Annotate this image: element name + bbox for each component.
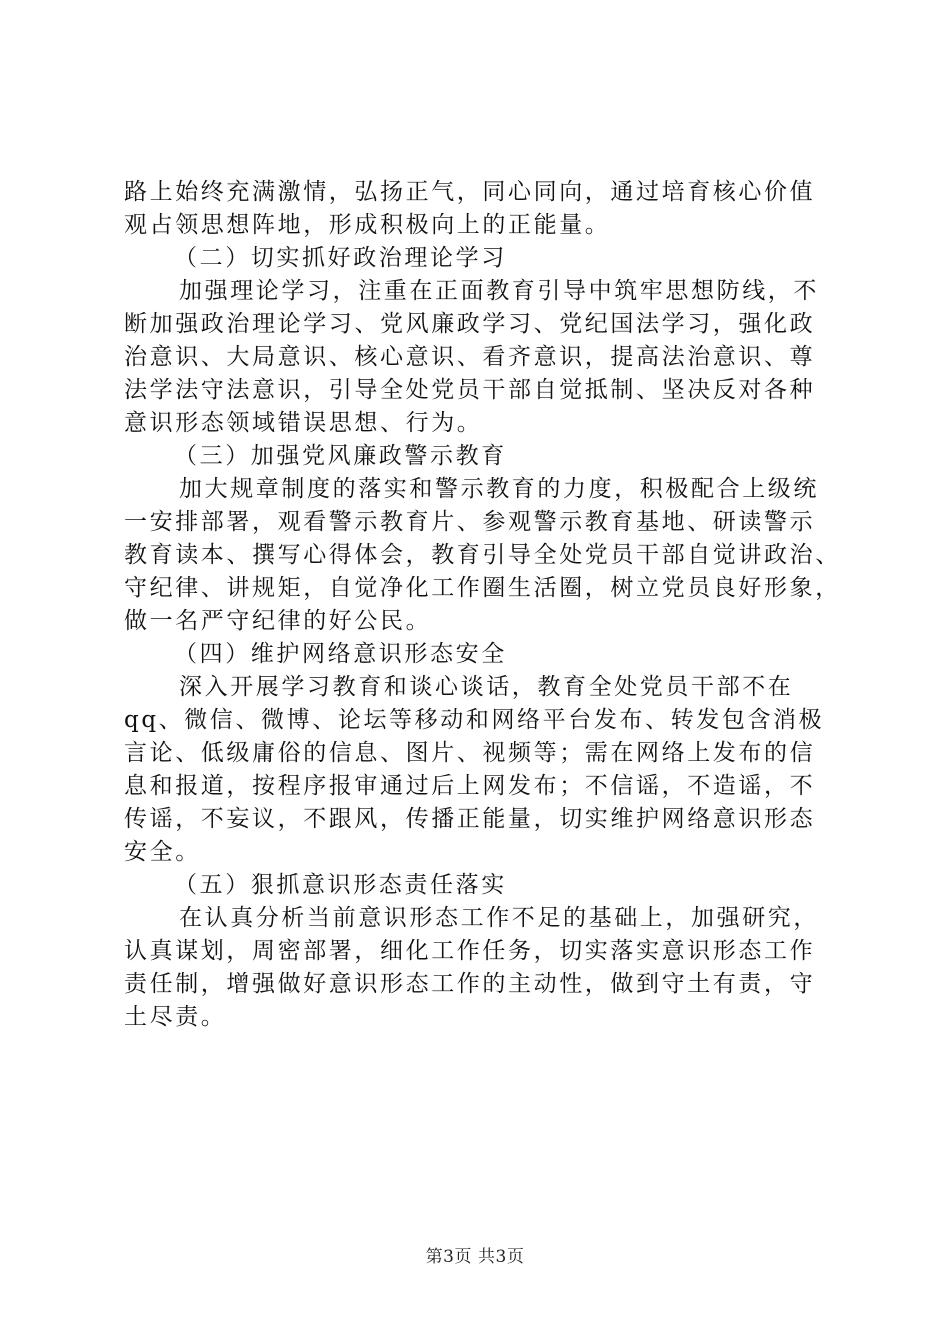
section-heading: （二）切实抓好政治理论学习 [174, 245, 507, 271]
text-line: 深入开展学习教育和谈心谈话，教育全处党员干部不在 [179, 674, 794, 700]
text-line: 在认真分析当前意识形态工作不足的基础上，加强研究， [179, 905, 819, 931]
text-line: 教育读本、撰写心得体会，教育引导全处党员干部自觉讲政治、 [124, 542, 841, 568]
text-line: 法学法守法意识，引导全处党员干部自觉抵制、坚决反对各种 [124, 377, 816, 403]
text-line: 言论、低级庸俗的信息、图片、视频等；需在网络上发布的信 [124, 740, 816, 766]
section-heading: （五）狠抓意识形态责任落实 [174, 872, 507, 898]
text-line: 责任制，增强做好意识形态工作的主动性，做到守土有责，守 [124, 971, 816, 997]
text-line: qq、微信、微博、论坛等移动和网络平台发布、转发包含消极 [124, 707, 825, 733]
text-line: 加大规章制度的落实和警示教育的力度，积极配合上级统 [179, 476, 819, 502]
text-line: 治意识、大局意识、核心意识、看齐意识，提高法治意识、尊 [124, 344, 816, 370]
page-number: 第3页 [425, 1247, 472, 1267]
text-line: 土尽责。 [124, 1004, 227, 1030]
text-line: 断加强政治理论学习、党风廉政学习、党纪国法学习，强化政 [124, 311, 816, 337]
text-line: 守纪律、讲规矩，自觉净化工作圈生活圈，树立党员良好形象， [124, 575, 841, 601]
text-line: 安全。 [124, 839, 201, 865]
text-line: 加强理论学习，注重在正面教育引导中筑牢思想防线，不 [179, 278, 819, 304]
text-line: 认真谋划，周密部署，细化工作任务，切实落实意识形态工作 [124, 938, 816, 964]
text-line: 做一名严守纪律的好公民。 [124, 608, 432, 634]
text-line: 一安排部署，观看警示教育片、参观警示教育基地、研读警示 [124, 509, 816, 535]
section-heading: （三）加强党风廉政警示教育 [174, 443, 507, 469]
page-total: 共3页 [478, 1247, 525, 1267]
section-heading: （四）维护网络意识形态安全 [174, 641, 507, 667]
text-line: 意识形态领域错误思想、行为。 [124, 410, 483, 436]
text-line: 路上始终充满激情，弘扬正气，同心同向，通过培育核心价值 [124, 179, 816, 205]
text-line: 观占领思想阵地，形成积极向上的正能量。 [124, 212, 611, 238]
text-line: 传谣，不妄议，不跟风，传播正能量，切实维护网络意识形态 [124, 806, 816, 832]
text-line: 息和报道，按程序报审通过后上网发布；不信谣，不造谣，不 [124, 773, 816, 799]
page-footer [0, 1242, 950, 1267]
document-body [124, 176, 841, 1034]
